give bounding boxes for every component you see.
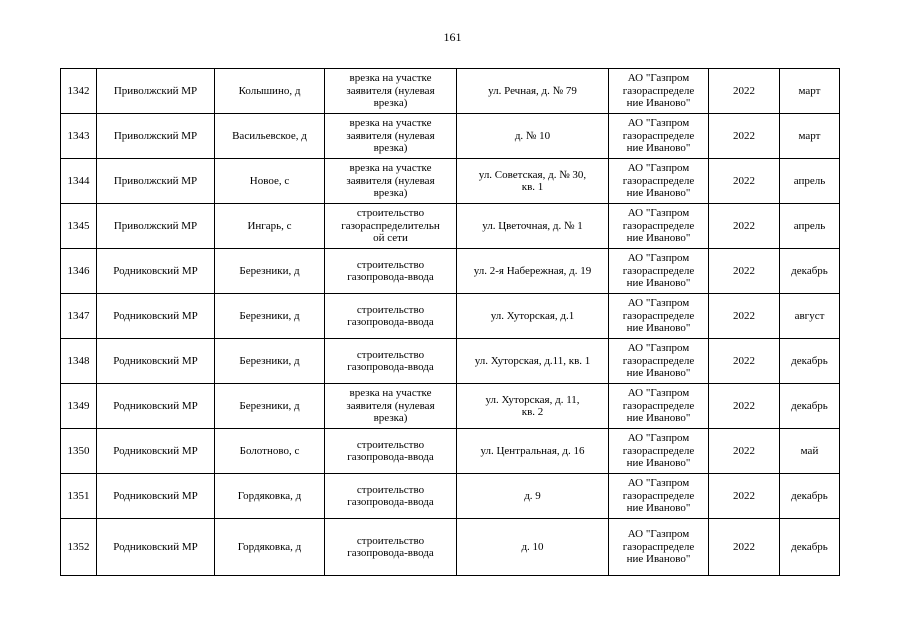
cell-organization-line: ние Иваново" (626, 97, 691, 110)
cell-organization (609, 519, 709, 576)
cell-work-type-line: заявителя (нулевая (346, 84, 435, 97)
cell-address (457, 519, 609, 576)
table-row (61, 519, 840, 576)
cell-address (457, 474, 609, 519)
cell-organization-line: ние Иваново" (626, 277, 691, 290)
cell-work-type (325, 384, 457, 429)
cell-number: 1352 (61, 519, 97, 576)
cell-district: Родниковский МР (97, 474, 215, 519)
cell-year: 2022 (709, 519, 780, 576)
cell-work-type-line: строительство (356, 534, 425, 547)
cell-address (457, 204, 609, 249)
cell-month: декабрь (780, 384, 840, 429)
cell-district: Приволжский МР (97, 159, 215, 204)
cell-month: декабрь (780, 519, 840, 576)
cell-address-line: кв. 2 (521, 406, 544, 418)
cell-organization-line: ние Иваново" (626, 502, 691, 515)
cell-organization (609, 339, 709, 384)
cell-work-type-line: ой сети (373, 232, 408, 245)
cell-address (457, 339, 609, 384)
cell-year: 2022 (709, 429, 780, 474)
cell-address-line: ул. 2-я Набережная, д. 19 (473, 264, 592, 277)
cell-organization-line: газораспределе (622, 264, 695, 277)
table-row (61, 339, 840, 384)
cell-month: март (780, 114, 840, 159)
cell-organization (609, 204, 709, 249)
cell-work-type-line: газопровода-ввода (347, 316, 434, 328)
cell-organization (609, 474, 709, 519)
cell-work-type-line: газопровода-ввода (347, 547, 434, 559)
cell-organization (609, 384, 709, 429)
cell-organization-line: АО "Газпром (627, 387, 690, 400)
page-number: 161 (443, 30, 462, 44)
cell-address-line: д. № 10 (514, 129, 551, 142)
cell-year: 2022 (709, 69, 780, 114)
cell-work-type-line: врезка) (373, 97, 408, 110)
cell-organization-line: ние Иваново" (626, 367, 691, 380)
cell-organization-line: ние Иваново" (626, 457, 691, 470)
cell-district: Приволжский МР (97, 204, 215, 249)
cell-work-type (325, 294, 457, 339)
cell-address-line: ул. Хуторская, д.11, кв. 1 (474, 354, 591, 367)
cell-settlement: Ингарь, с (215, 204, 325, 249)
cell-work-type-line: заявителя (нулевая (346, 174, 435, 187)
cell-number: 1344 (61, 159, 97, 204)
cell-year: 2022 (709, 294, 780, 339)
cell-district: Приволжский МР (97, 69, 215, 114)
cell-work-type-line: строительство (356, 207, 425, 220)
cell-month: декабрь (780, 339, 840, 384)
cell-work-type-line: строительство (356, 303, 425, 316)
cell-organization-line: ние Иваново" (626, 553, 691, 566)
cell-year: 2022 (709, 159, 780, 204)
cell-organization-line: газораспределе (622, 174, 695, 187)
cell-number: 1350 (61, 429, 97, 474)
cell-organization-line: газораспределе (622, 84, 695, 97)
cell-address-line: кв. 1 (521, 181, 544, 193)
table-row (61, 384, 840, 429)
cell-organization-line: газораспределе (622, 444, 695, 457)
cell-year: 2022 (709, 114, 780, 159)
cell-month: август (780, 294, 840, 339)
cell-organization-line: АО "Газпром (627, 528, 690, 541)
cell-organization-line: ние Иваново" (626, 142, 691, 155)
cell-settlement: Березники, д (215, 249, 325, 294)
cell-organization-line: газораспределе (622, 219, 695, 232)
cell-number: 1346 (61, 249, 97, 294)
cell-work-type-line: врезка на участке (349, 387, 432, 400)
cell-organization (609, 159, 709, 204)
cell-district: Родниковский МР (97, 249, 215, 294)
cell-year: 2022 (709, 384, 780, 429)
cell-settlement: Гордяковка, д (215, 474, 325, 519)
cell-number: 1342 (61, 69, 97, 114)
cell-work-type (325, 69, 457, 114)
cell-settlement: Васильевское, д (215, 114, 325, 159)
cell-work-type (325, 159, 457, 204)
cell-work-type-line: газопровода-ввода (347, 361, 434, 373)
cell-number: 1351 (61, 474, 97, 519)
cell-organization-line: АО "Газпром (627, 162, 690, 175)
gasification-table (60, 68, 840, 576)
cell-address-line: ул. Цветочная, д. № 1 (482, 219, 583, 232)
cell-work-type-line: газопровода-ввода (347, 496, 434, 508)
cell-organization-line: АО "Газпром (627, 252, 690, 265)
cell-organization-line: газораспределе (622, 489, 695, 502)
table-row (61, 159, 840, 204)
cell-month: декабрь (780, 474, 840, 519)
cell-organization-line: АО "Газпром (627, 342, 690, 355)
cell-organization-line: ние Иваново" (626, 322, 691, 335)
table-row (61, 249, 840, 294)
cell-organization-line: газораспределе (622, 540, 695, 553)
cell-organization-line: газораспределе (622, 354, 695, 367)
table-body (61, 69, 840, 576)
cell-address-line: ул. Советская, д. № 30, (478, 168, 587, 181)
cell-settlement: Гордяковка, д (215, 519, 325, 576)
cell-district: Родниковский МР (97, 339, 215, 384)
cell-organization-line: газораспределе (622, 399, 695, 412)
cell-address (457, 249, 609, 294)
cell-month: апрель (780, 159, 840, 204)
cell-work-type-line: врезка) (373, 187, 408, 200)
cell-work-type-line: врезка) (373, 412, 408, 425)
cell-month: апрель (780, 204, 840, 249)
cell-work-type-line: заявителя (нулевая (346, 129, 435, 142)
cell-work-type (325, 519, 457, 576)
cell-address-line: д. 9 (524, 489, 541, 502)
cell-work-type-line: строительство (356, 483, 425, 496)
cell-settlement: Новое, с (215, 159, 325, 204)
cell-settlement: Березники, д (215, 339, 325, 384)
cell-address-line: д. 10 (521, 540, 544, 553)
cell-address (457, 384, 609, 429)
cell-organization-line: ние Иваново" (626, 232, 691, 245)
cell-organization (609, 114, 709, 159)
table-row (61, 204, 840, 249)
cell-organization-line: газораспределе (622, 309, 695, 322)
cell-address (457, 429, 609, 474)
cell-year: 2022 (709, 204, 780, 249)
cell-month: март (780, 69, 840, 114)
cell-month: декабрь (780, 249, 840, 294)
cell-address-line: ул. Хуторская, д.1 (490, 309, 575, 322)
table-row (61, 294, 840, 339)
cell-work-type (325, 339, 457, 384)
cell-organization-line: АО "Газпром (627, 207, 690, 220)
cell-district: Родниковский МР (97, 294, 215, 339)
cell-district: Родниковский МР (97, 519, 215, 576)
cell-district: Родниковский МР (97, 429, 215, 474)
cell-organization (609, 69, 709, 114)
cell-organization-line: ние Иваново" (626, 187, 691, 200)
cell-organization-line: АО "Газпром (627, 477, 690, 490)
cell-work-type-line: газораспределительн (341, 219, 440, 232)
cell-organization (609, 429, 709, 474)
table-row (61, 474, 840, 519)
cell-address-line: ул. Речная, д. № 79 (488, 84, 577, 97)
cell-work-type-line: газопровода-ввода (347, 451, 434, 463)
cell-organization (609, 294, 709, 339)
cell-organization-line: АО "Газпром (627, 117, 690, 130)
cell-work-type-line: заявителя (нулевая (346, 399, 435, 412)
cell-address-line: ул. Центральная, д. 16 (480, 444, 585, 457)
cell-work-type-line: врезка на участке (349, 72, 432, 85)
cell-work-type-line: врезка на участке (349, 162, 432, 175)
cell-number: 1348 (61, 339, 97, 384)
cell-number: 1345 (61, 204, 97, 249)
cell-work-type (325, 429, 457, 474)
cell-district: Родниковский МР (97, 384, 215, 429)
cell-organization-line: ние Иваново" (626, 412, 691, 425)
cell-organization-line: АО "Газпром (627, 72, 690, 85)
cell-organization (609, 249, 709, 294)
cell-district: Приволжский МР (97, 114, 215, 159)
cell-work-type-line: газопровода-ввода (347, 271, 434, 283)
cell-work-type (325, 114, 457, 159)
cell-year: 2022 (709, 339, 780, 384)
table-row (61, 429, 840, 474)
table-row (61, 69, 840, 114)
cell-organization-line: АО "Газпром (627, 432, 690, 445)
cell-work-type-line: строительство (356, 258, 425, 271)
cell-settlement: Березники, д (215, 294, 325, 339)
cell-number: 1347 (61, 294, 97, 339)
cell-number: 1349 (61, 384, 97, 429)
cell-settlement: Болотново, с (215, 429, 325, 474)
cell-settlement: Колышино, д (215, 69, 325, 114)
cell-work-type (325, 204, 457, 249)
cell-address-line: ул. Хуторская, д. 11, (485, 393, 580, 406)
cell-work-type-line: строительство (356, 438, 425, 451)
cell-number: 1343 (61, 114, 97, 159)
cell-work-type-line: врезка на участке (349, 117, 432, 130)
cell-address (457, 294, 609, 339)
cell-work-type (325, 474, 457, 519)
cell-year: 2022 (709, 474, 780, 519)
cell-settlement: Березники, д (215, 384, 325, 429)
cell-work-type-line: строительство (356, 348, 425, 361)
cell-work-type-line: врезка) (373, 142, 408, 155)
cell-year: 2022 (709, 249, 780, 294)
cell-organization-line: АО "Газпром (627, 297, 690, 310)
cell-address (457, 159, 609, 204)
cell-month: май (780, 429, 840, 474)
cell-organization-line: газораспределе (622, 129, 695, 142)
cell-address (457, 69, 609, 114)
cell-work-type (325, 249, 457, 294)
cell-address (457, 114, 609, 159)
table-row (61, 114, 840, 159)
